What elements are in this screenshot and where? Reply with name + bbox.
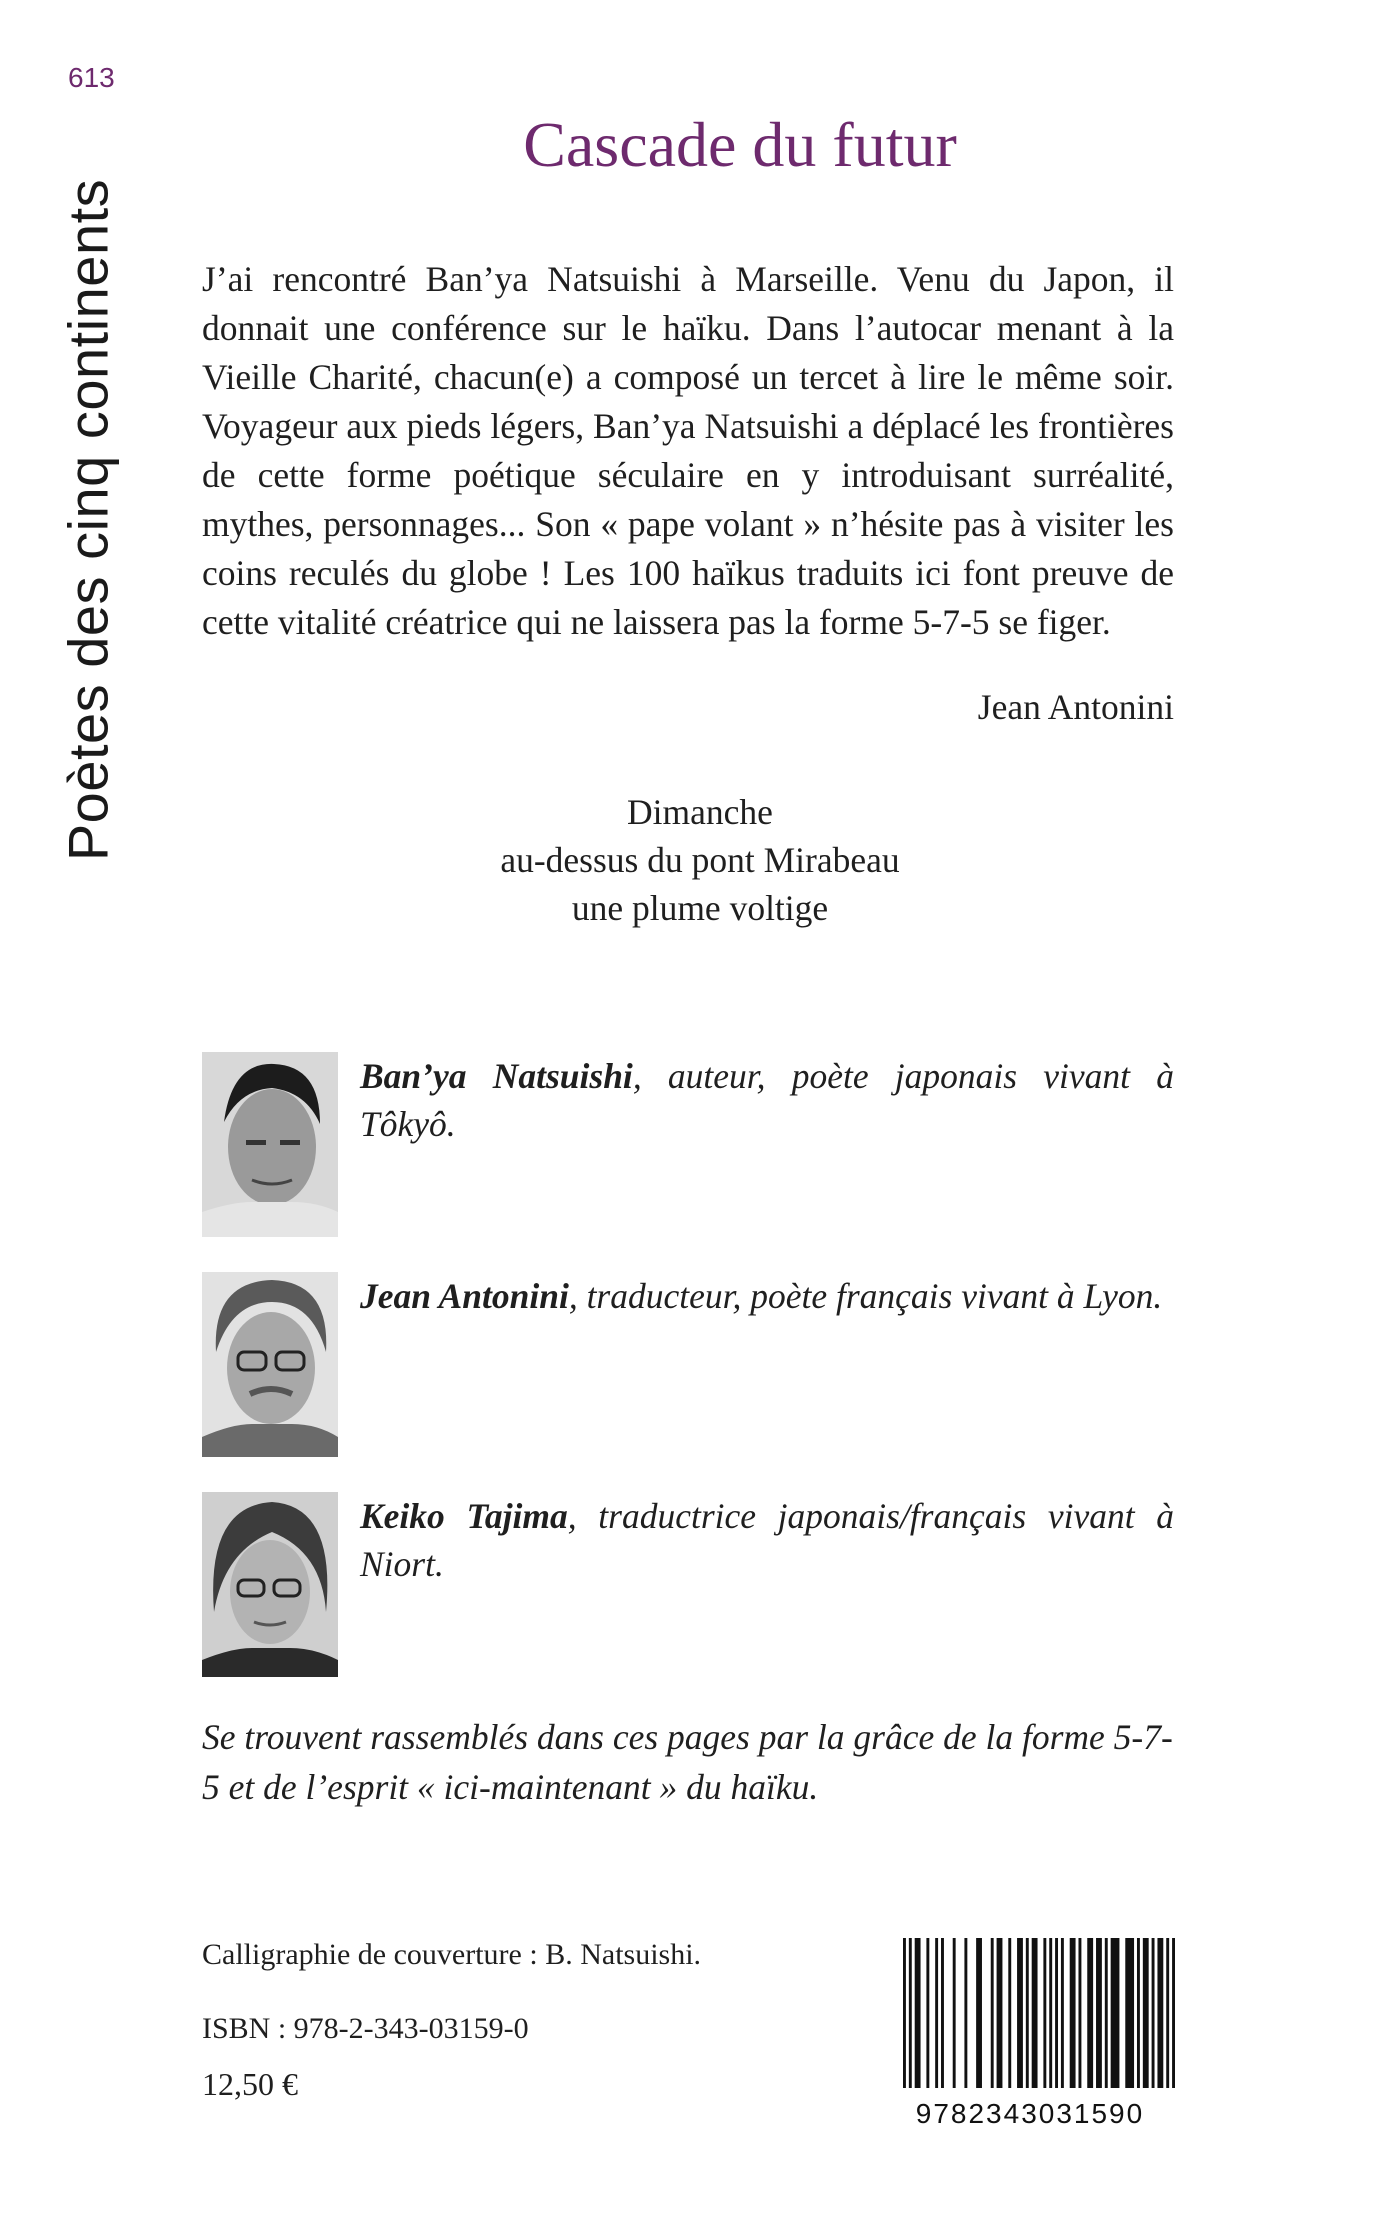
barcode-bar <box>976 1938 982 2088</box>
summary-paragraph: J’ai rencontré Ban’ya Natsuishi à Marseille. Venu du Japon, il donnait une conférence sur le haïku. Dans l’autocar menant à la Vieille Charité, chacun(e) a composé un tercet à lire le même soir. Voyageur aux pieds légers, Ban’ya Natsuishi a déplacé les frontières de cette forme poétique séculaire en y introduisant surréalité, mythes, personnages... Son « pape volant » n’hésite pas à visiter les coins reculés du globe ! Les 100 haïkus traduits ici font preuve de cette vitalité créatrice qui ne laissera pas la forme 5-7-5 se figer. <box>202 259 1174 642</box>
series-title-text: Poètes des cinq continents <box>56 178 120 862</box>
barcode-bar <box>1143 1938 1149 2088</box>
barcode-bar <box>997 1938 1003 2088</box>
barcode-bar <box>1043 1938 1046 2088</box>
haiku-line: une plume voltige <box>571 888 829 928</box>
barcode-bar <box>1017 1938 1023 2088</box>
barcode-bar <box>909 1938 912 2088</box>
translator-photo <box>202 1272 338 1457</box>
bio-text <box>360 1052 1174 1148</box>
translator-photo <box>202 1492 338 1677</box>
bio-name: Ban’ya Natsuishi <box>360 1056 633 1096</box>
bio-desc: , traducteur, poète français vivant à Lyon. <box>568 1276 1163 1316</box>
bio-text <box>360 1492 1174 1588</box>
bio-name: Keiko Tajima <box>360 1496 568 1536</box>
portrait-icon <box>202 1052 338 1237</box>
barcode-bar <box>935 1938 938 2088</box>
bio-jean-antonini <box>202 1272 1174 1462</box>
barcode-bar <box>964 1938 967 2088</box>
haiku-line: au-dessus du pont Mirabeau <box>500 840 900 880</box>
barcode-bar <box>1166 1938 1169 2088</box>
barcode-bar <box>1172 1938 1175 2088</box>
book-title-text: Cascade du futur <box>523 109 957 180</box>
barcode-bar <box>1105 1938 1108 2088</box>
barcode <box>903 1938 1175 2110</box>
bio-desc: , traductrice japonais/français vivant à Niort. <box>360 1496 1174 1584</box>
book-title <box>0 108 1400 182</box>
barcode-bar <box>1157 1938 1163 2088</box>
barcode-bar <box>1152 1938 1155 2088</box>
barcode-bar <box>915 1938 921 2088</box>
bio-keiko-tajima <box>202 1492 1174 1682</box>
bio-text <box>360 1272 1174 1320</box>
barcode-bar <box>953 1938 956 2088</box>
barcode-bar <box>941 1938 944 2088</box>
bio-desc: , auteur, poète japonais vivant à Tôkyô. <box>360 1056 1174 1144</box>
barcode-bar <box>1125 1938 1134 2088</box>
closing-note: Se trouvent rassemblés dans ces pages par la grâce de la forme 5-7-5 et de l’esprit « ici-maintenant » du haïku. <box>202 1717 1173 1807</box>
barcode-bar <box>1008 1938 1011 2088</box>
barcode-bar <box>1061 1938 1064 2088</box>
bio-name: Jean Antonini <box>360 1276 569 1316</box>
cover-credit: Calligraphie de couverture : B. Natsuishi. <box>202 1938 702 1971</box>
barcode-bar <box>1087 1938 1093 2088</box>
barcode-bar <box>1070 1938 1076 2088</box>
barcode-bar <box>926 1938 929 2088</box>
price: 12,50 € <box>202 2066 298 2102</box>
barcode-bar <box>1078 1938 1081 2088</box>
barcode-bar <box>991 1938 994 2088</box>
barcode-bar <box>903 1938 906 2088</box>
haiku <box>0 788 1400 932</box>
barcode-bar <box>1026 1938 1029 2088</box>
barcode-bar <box>1055 1938 1058 2088</box>
barcode-bar <box>1137 1938 1140 2088</box>
series-number: 613 <box>68 62 115 93</box>
haiku-line: Dimanche <box>627 792 773 832</box>
portrait-icon <box>202 1492 338 1677</box>
barcode-bar <box>1096 1938 1102 2088</box>
barcode-bar <box>1111 1938 1120 2088</box>
author-photo <box>202 1052 338 1237</box>
summary-signature: Jean Antonini <box>977 687 1174 727</box>
barcode-bar <box>1049 1938 1052 2088</box>
barcode-digits: 9782343031590 <box>915 2098 1145 2129</box>
portrait-icon <box>202 1272 338 1457</box>
bio-banya-natsuishi <box>202 1052 1174 1242</box>
barcode-bar <box>1032 1938 1038 2088</box>
isbn: ISBN : 978-2-343-03159-0 <box>202 2012 529 2045</box>
